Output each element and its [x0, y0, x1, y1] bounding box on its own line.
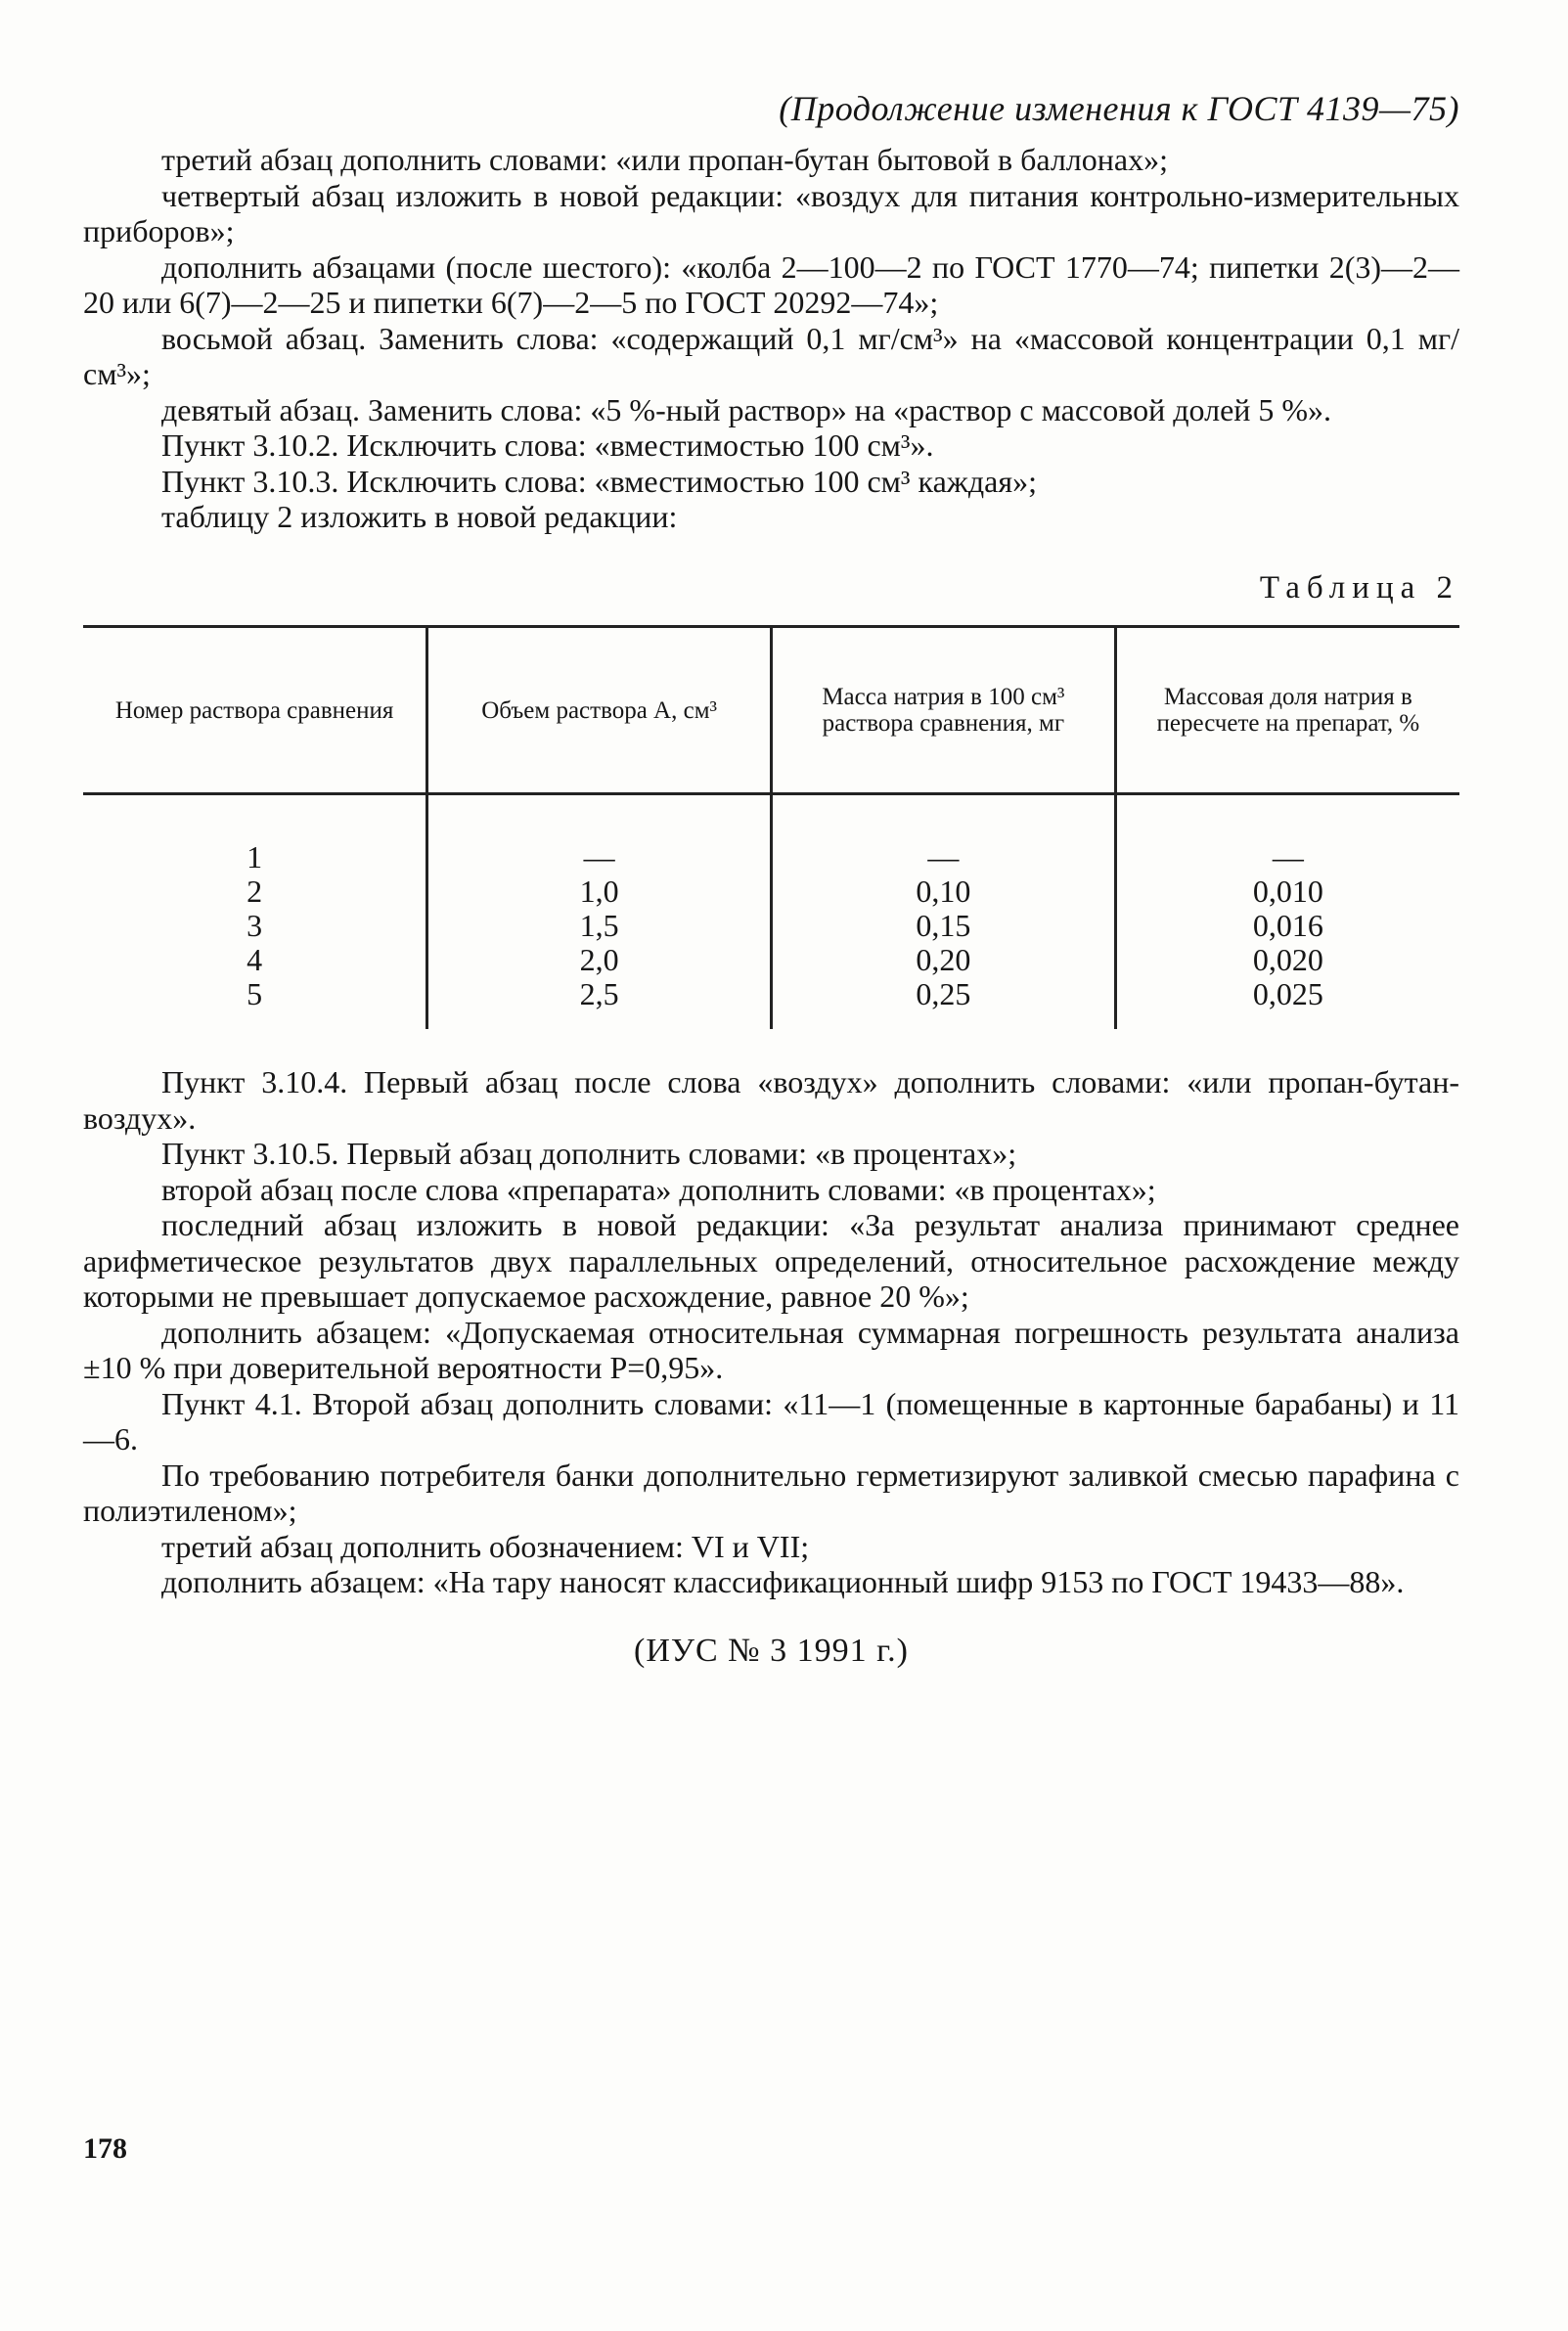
table-cell: 1,5 [427, 909, 772, 943]
paragraph: Пункт 3.10.5. Первый абзац дополнить словами: «в процентах»; [161, 1136, 1017, 1171]
table-cell: 0,020 [1115, 943, 1459, 977]
table-cell: 0,016 [1115, 909, 1459, 943]
paragraph: таблицу 2 изложить в новой редакции: [161, 499, 678, 534]
column-header: Массовая доля натрия в пересчете на препарат, % [1115, 627, 1459, 794]
table-cell: 0,15 [772, 909, 1116, 943]
table-row [83, 794, 1459, 875]
page-header: (Продолжение изменения к ГОСТ 4139—75) [779, 89, 1459, 128]
source-reference: (ИУС № 3 1991 г.) [634, 1632, 909, 1669]
paragraph: девятый абзац. Заменить слова: «5 %-ный раствор» на «раствор с массовой долей 5 %». [161, 391, 1332, 427]
paragraph: Пункт 3.10.2. Исключить слова: «вместимостью 100 см³». [161, 427, 934, 463]
table-cell: 2,0 [427, 943, 772, 977]
table-cell: — [772, 794, 1116, 875]
paragraph: Пункт 4.1. Второй абзац дополнить словами: «11—1 (помещенные в картонные барабаны) и 11—6. [83, 1385, 1459, 1457]
table-cell: 5 [246, 976, 263, 1011]
paragraph: третий абзац дополнить словами: «или пропан-бутан бытовой в баллонах»; [161, 142, 1168, 177]
table-row [83, 943, 1459, 977]
table-cell: 0,20 [772, 943, 1116, 977]
document-body [83, 142, 1459, 1669]
paragraph: третий абзац дополнить обозначением: VI и VII; [161, 1528, 810, 1564]
table-cell: — [427, 794, 772, 875]
table-cell: 0,025 [1115, 977, 1459, 1029]
table-cell: 2 [246, 874, 263, 909]
paragraph: второй абзац после слова «препарата» дополнить словами: «в процентах»; [161, 1171, 1156, 1207]
table-row [83, 909, 1459, 943]
table-cell: 3 [246, 908, 263, 943]
table-cell: 0,010 [1115, 874, 1459, 909]
paragraph: По требованию потребителя банки дополнительно герметизируют заливкой смесью парафина с полиэтиленом»; [83, 1457, 1459, 1528]
paragraph: дополнить абзацами (после шестого): «колба 2—100—2 по ГОСТ 1770—74; пипетки 2(3)—2—20 или 6(7)—2—25 и пипетки 6(7)—2—5 по ГОСТ 20292—74»; [83, 248, 1459, 320]
table-header-row [83, 627, 1459, 794]
column-header: Объем раствора A, см³ [427, 627, 772, 794]
paragraph: Пункт 3.10.3. Исключить слова: «вместимостью 100 см³ каждая»; [161, 463, 1037, 499]
table-cell: — [1115, 794, 1459, 875]
paragraph: восьмой абзац. Заменить слова: «содержащий 0,1 мг/см³» на «массовой концентрации 0,1 мг/см³»; [83, 320, 1459, 391]
data-table [83, 625, 1459, 1029]
table-cell: 1 [246, 839, 263, 874]
page-number: 178 [83, 2132, 127, 2165]
paragraph: четвертый абзац изложить в новой редакции: «воздух для питания контрольно-измерительных приборов»; [83, 177, 1459, 248]
table-row [83, 977, 1459, 1029]
paragraph: дополнить абзацем: «Допускаемая относительная суммарная погрешность результата анализа ±10 % при доверительной вероятности P=0,95». [83, 1314, 1459, 1385]
table-row [83, 874, 1459, 909]
table-cell: 1,0 [427, 874, 772, 909]
column-header: Номер раствора сравнения [83, 627, 427, 794]
table-cell: 0,10 [772, 874, 1116, 909]
paragraph: Пункт 3.10.4. Первый абзац после слова «воздух» дополнить словами: «или пропан-бутан-воздух». [83, 1064, 1459, 1136]
paragraph: дополнить абзацем: «На тару наносят классификационный шифр 9153 по ГОСТ 19433—88». [161, 1564, 1405, 1599]
paragraph: последний абзац изложить в новой редакции: «За результат анализа принимают среднее арифметическое результатов двух параллельных определений, относительное расхождение между которыми не превышает допускаемое расхождение, равное 20 %»; [83, 1207, 1459, 1314]
paragraphs-after-table [83, 1064, 1459, 1600]
column-header: Масса натрия в 100 см³ раствора сравнения, мг [772, 627, 1116, 794]
table-cell: 4 [246, 942, 263, 977]
table-cell: 2,5 [427, 977, 772, 1029]
table-cell: 0,25 [772, 977, 1116, 1029]
table-title: Таблица 2 [1259, 569, 1459, 605]
